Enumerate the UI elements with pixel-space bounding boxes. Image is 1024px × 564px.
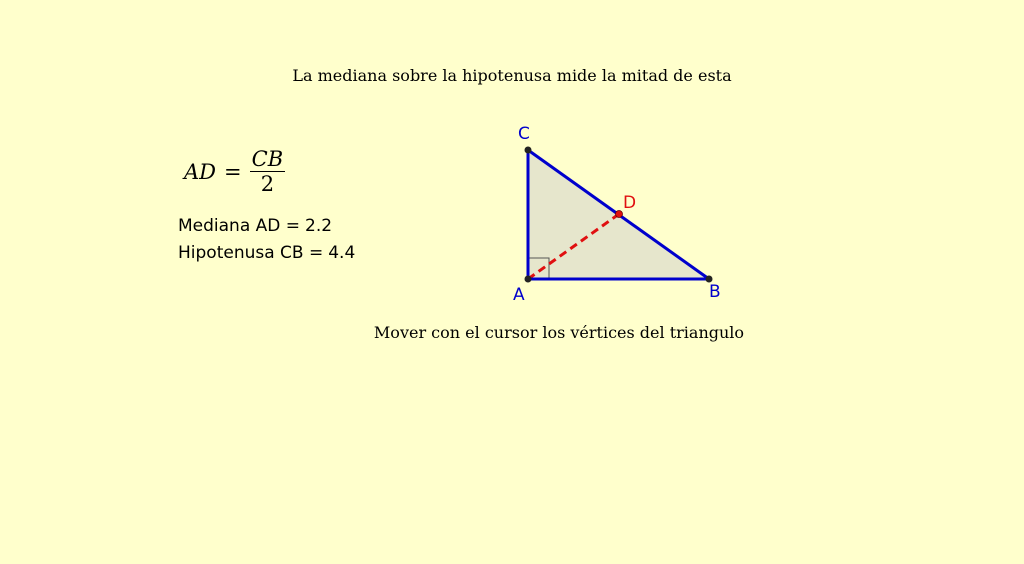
label-D: D <box>623 193 637 213</box>
construction-title: La mediana sobre la hipotenusa mide la mitad de esta <box>292 66 732 85</box>
label-A: A <box>513 285 525 305</box>
median-length-value: 2.2 <box>305 216 333 236</box>
midpoint-D <box>616 211 623 218</box>
hypotenuse-length-value: 4.4 <box>328 243 356 263</box>
label-C: C <box>518 124 530 144</box>
formula-numerator: CB <box>251 147 284 171</box>
formula-equals: = <box>224 159 242 184</box>
formula-denominator: 2 <box>260 172 275 196</box>
median-length-label: Mediana AD = <box>178 216 301 236</box>
instruction-caption: Mover con el cursor los vértices del triangulo <box>373 323 745 342</box>
formula-lhs: AD <box>184 159 217 184</box>
vertex-point-A[interactable] <box>525 276 532 283</box>
hypotenuse-length-label: Hipotenusa CB = <box>178 243 324 263</box>
label-B: B <box>709 282 721 302</box>
vertex-point-C[interactable] <box>525 147 532 154</box>
